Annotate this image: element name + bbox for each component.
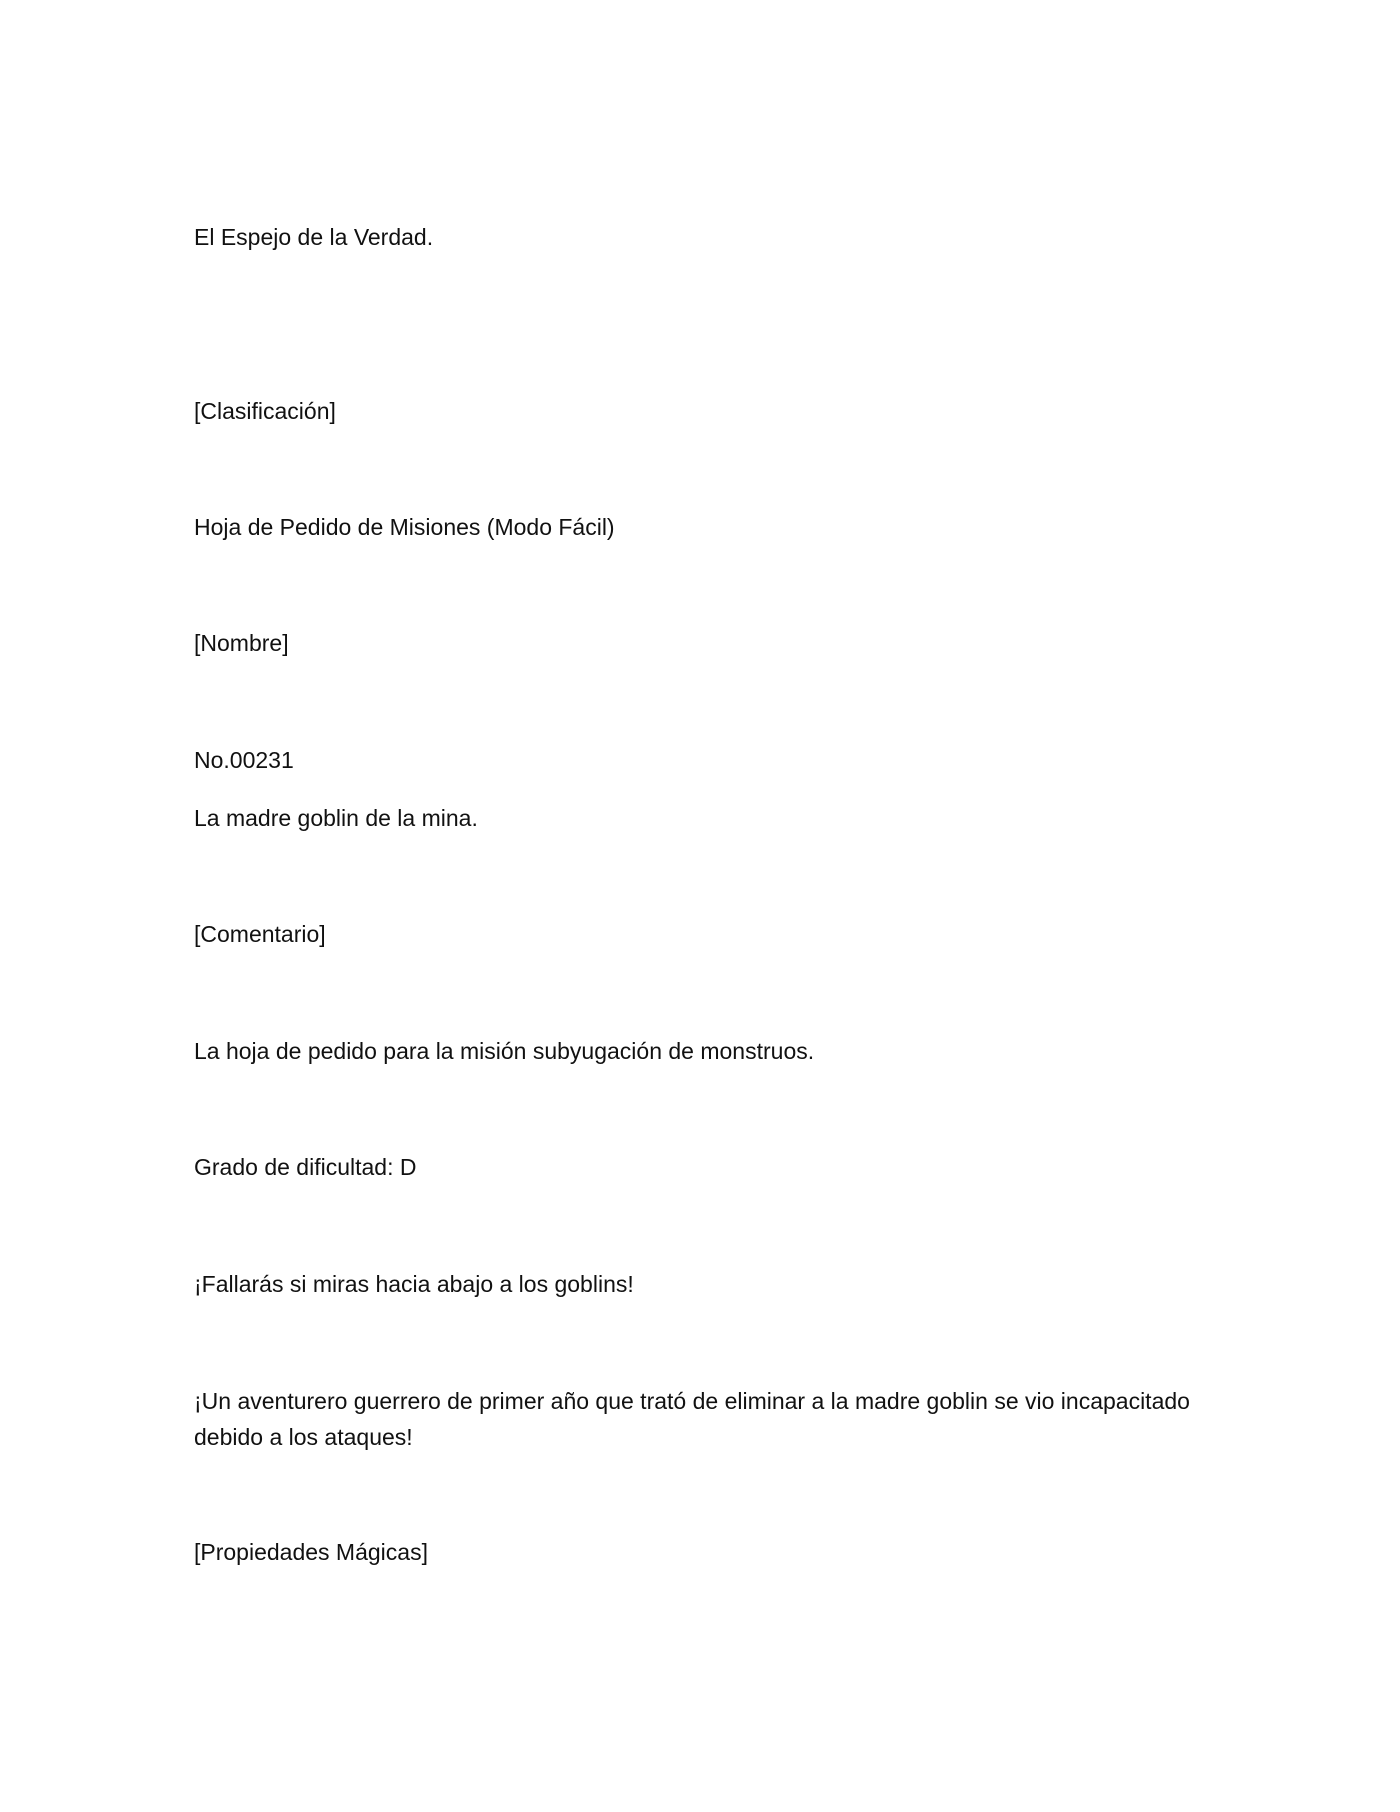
name-heading: [Nombre] [194, 630, 289, 656]
comment-paragraph: Grado de dificultad: D [194, 1154, 417, 1180]
name-number: No.00231 [194, 747, 294, 773]
document-title: El Espejo de la Verdad. [194, 224, 434, 250]
comment-paragraph: La hoja de pedido para la misión subyugación de monstruos. [194, 1038, 815, 1064]
comment-paragraph: ¡Fallarás si miras hacia abajo a los goblins! [194, 1271, 634, 1297]
classification-heading: [Clasificación] [194, 398, 336, 424]
classification-value: Hoja de Pedido de Misiones (Modo Fácil) [194, 514, 615, 540]
comment-heading: [Comentario] [194, 921, 326, 947]
comment-paragraph: ¡Un aventurero guerrero de primer año que trató de eliminar a la madre goblin se vio incapacitado debido a los ataques! [194, 1388, 1190, 1450]
name-value: La madre goblin de la mina. [194, 805, 478, 831]
magic-properties-heading: [Propiedades Mágicas] [194, 1539, 428, 1565]
